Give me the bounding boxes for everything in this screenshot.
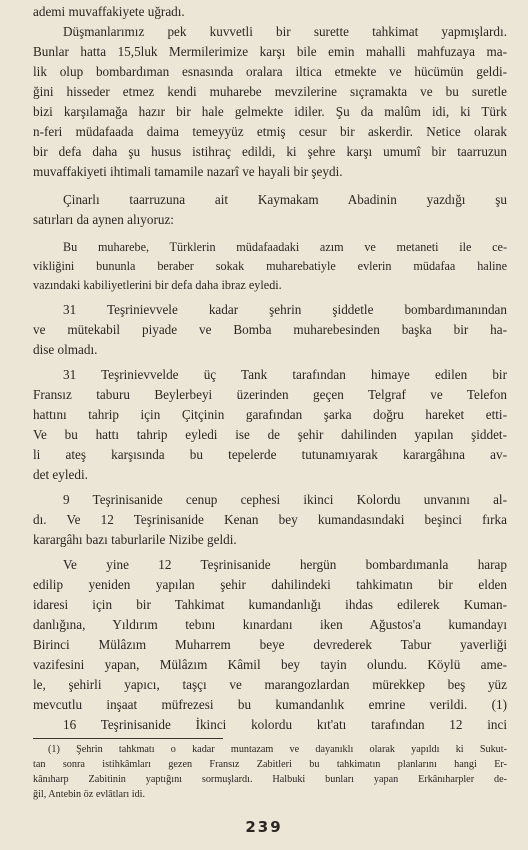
text-line: dise olmadı.: [33, 342, 98, 357]
text-line: le, şehirli yapıcı, taşçı ve marangozlardan mürekkep beş yüz: [33, 677, 507, 692]
text-line: bir defa daha şu husus istihraç edildi, ki şehre karşı umumî bir taarruzun: [33, 144, 507, 159]
text-line: hattını tahrip için Çitçinin garafından şarka doğru hareket etti-: [33, 407, 507, 422]
footnote-line: kânıharp Zabitinin yaptığını sormuşlardı. Halbuki bunları yapan Erkânıharpler de-: [33, 774, 507, 785]
page-number: 239: [245, 818, 283, 836]
text-line: n-feri müdafaada daima temeyyüz etmiş cesur bir askerdir. Netice olarak: [33, 124, 507, 139]
text-line: Ve yine 12 Teşrinisanide hergün bombardımanla harap: [63, 557, 507, 572]
text-line: Çinarlı taarruzuna ait Kaymakam Abadinin yazdığı şu: [63, 192, 507, 207]
text-line: Ve bu hattı tahrip eyledi ise de şehir dahilinden yapılan şiddet-: [33, 427, 507, 442]
text-line: satırları da aynen alıyoruz:: [33, 212, 174, 227]
footnote-line: (1) Şehrin tahkmatı o kadar muntazam ve dayanıklı olarak yapıldı ki Sukut-: [48, 744, 507, 755]
text-line: 9 Teşrinisanide cenup cephesi ikinci Kolordu unvanını al-: [63, 492, 507, 507]
text-line: idaresi için bir Tahkimat kumandanlığı ihdas edilerek Kuman-: [33, 597, 507, 612]
text-line: dı. Ve 12 Teşrinisanide Kenan bey kumandasındaki beşinci fırka: [33, 512, 507, 527]
quote-line: Bu muharebe, Türklerin müdafaadaki azım ve metaneti ile ce-: [63, 240, 507, 254]
text-line: Bunlar hatta 15,5luk Mermilerimize karşı bile emin mahalli mahfuzaya ma-: [33, 44, 507, 59]
text-line: vazifesini yapan, Mülâzım Kâmil bey tayin olundu. Köylü ame-: [33, 657, 507, 672]
footnote-line: tan sonra istihkâmları gezen Fransız Zabitleri bu tahkimatın planlarını hangi Er-: [33, 759, 507, 770]
text-line: det eyledi.: [33, 467, 88, 482]
text-line: Düşmanlarımız pek kuvvetli bir surette tahkimat yapmışlardı.: [63, 24, 507, 39]
text-line: muvaffakiyeti ihtimali tamamile nazarî ve hayali bir şeydi.: [33, 164, 343, 179]
quote-line: vikliğini bununla beraber sokak muharebatiyle evlerin müdafaa haline: [33, 259, 507, 273]
text-line: 16 Teşrinisanide İkinci kolordu kıt'atı tarafından 12 inci: [63, 717, 507, 732]
text-line: mevcutlu inşaat müfrezesi bu kumandanlık emrine verildi. (1): [33, 697, 507, 712]
text-line: bizi karşılamağa hazır bir hale gelmekte idiler. Şu da malûm idi, ki Türk: [33, 104, 507, 119]
text-line: Fransız taburu Beylerbeyi üzerinden geçen Telgraf ve Telefon: [33, 387, 507, 402]
text-line: lik olup bombardıman esnasında oralara iltica etmekte ve hücümün geldi-: [33, 64, 507, 79]
text-line: ademi muvaffakiyete uğradı.: [33, 4, 185, 19]
footnote-divider: [33, 738, 223, 739]
text-line: ğini hisseder etmez kendi muharebe mevzilerine sıçramakta ve bu suretle: [33, 84, 507, 99]
text-line: 31 Teşrinievvele kadar şehrin şiddetle bombardımanından: [63, 302, 507, 317]
footnote-line: ğil, Antebin öz evlâtları idi.: [33, 789, 146, 800]
text-line: karargâhı bazı taburlarile Nizibe geldi.: [33, 532, 237, 547]
text-line: Birinci Mülâzım Muharrem beye devrederek Tabur yaverliği: [33, 637, 507, 652]
text-line: 31 Teşrinievvelde üç Tank tarafından himaye edilen bir: [63, 367, 507, 382]
text-line: edilip yeniden yapılan şehir dahilindeki tahkimatın bir elden: [33, 577, 507, 592]
text-line: ve mütekabil piyade ve Bomba muharebesinden başka bir ha-: [33, 322, 507, 337]
quote-line: vazındaki kabiliyetlerini bir defa daha ibraz eyledi.: [33, 278, 282, 292]
text-line: li ateş karşısında bu tepelerde tutunamıyarak karargâhına av-: [33, 447, 507, 462]
text-line: danlığına, Yıldırım tebını kınardanı iken Ağustos'a kumandayı: [33, 617, 507, 632]
